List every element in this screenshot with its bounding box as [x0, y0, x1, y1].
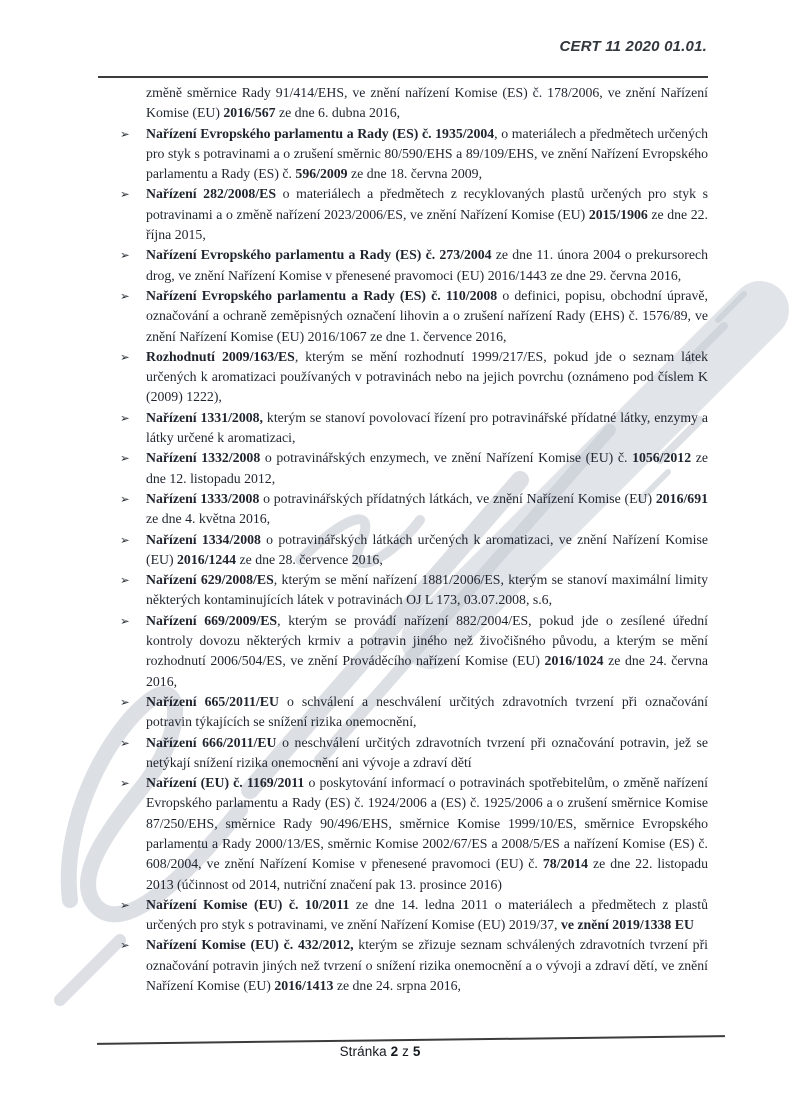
arrow-bullet-icon: ➢	[120, 288, 130, 303]
arrow-bullet-icon: ➢	[120, 897, 130, 912]
list-item: ➢ Nařízení 1332/2008 o potravinářských enzymech, ve znění Nařízení Komise (EU) č. 1056/2012 ze dne 12. listopadu 2012,	[120, 450, 708, 486]
arrow-bullet-icon: ➢	[120, 451, 130, 466]
arrow-bullet-icon: ➢	[120, 694, 130, 709]
page-number: Stránka 2 z 5	[339, 1044, 421, 1059]
header-rule	[98, 76, 708, 78]
list-item: ➢ Nařízení 282/2008/ES o materiálech a předmětech z recyklovaných plastů určených pro styk s potravinami a o změně nařízení 2023/2006/ES, ve znění Nařízení Komise (EU) 2015/1906 ze dne 22. října 2015,	[120, 186, 709, 243]
arrow-bullet-icon: ➢	[120, 573, 130, 588]
arrow-bullet-icon: ➢	[120, 776, 130, 791]
arrow-bullet-icon: ➢	[120, 532, 130, 547]
arrow-bullet-icon: ➢	[120, 491, 130, 506]
list-item: ➢ Nařízení 1334/2008 o potravinářských látkách určených k aromatizaci, ve znění Nařízení Komise (EU) 2016/1244 ze dne 28. července 2016,	[120, 531, 708, 567]
continuation-paragraph: změně směrnice Rady 91/414/EHS, ve znění nařízení Komise (ES) č. 178/2006, ve znění Nařízení Komise (EU) 2016/567 ze dne 6. dubna 2016,	[146, 85, 708, 121]
list-item: ➢ Nařízení 629/2008/ES, kterým se mění nařízení 1881/2006/ES, kterým se stanoví maximální limity některých kontaminujících látek v potravinách OJ L 173, 03.07.2008, s.6,	[120, 572, 708, 608]
arrow-bullet-icon: ➢	[120, 410, 130, 425]
arrow-bullet-icon: ➢	[120, 349, 130, 364]
list-item: ➢ Nařízení (EU) č. 1169/2011 o poskytování informací o potravinách spotřebitelům, o změně nařízení Evropského parlamentu a Rady (ES) č. 1924/2006 a (ES) č. 1925/2006 a o zrušení směrnice Komise 87/250/EHS, směrnice Rady 90/496/EHS, směrnice Komise 1999/10/ES, směrnice Evropského parlamentu a Rady 2000/13/ES, směrnic Komise 2002/67/ES a 2008/5/ES a nařízení Komise (ES) č. 608/2004, ve znění Nařízení Komise v přenesené pravomoci (EU) č. 78/2014 ze dne 22. listopadu 2013 (účinnost od 2014, nutriční značení pak 13. prosince 2016)	[120, 775, 708, 892]
list-item: ➢ Nařízení 1331/2008, kterým se stanoví povolovací řízení pro potravinářské přídatné látky, enzymy a látky určené k aromatizaci,	[120, 409, 708, 446]
arrow-bullet-icon: ➢	[120, 735, 130, 750]
arrow-bullet-icon: ➢	[120, 187, 130, 202]
list-item: ➢ Nařízení Komise (EU) č. 432/2012, kterým se zřizuje seznam schválených zdravotních tvrzení při označování potravin jiných než tvrzení o snížení rizika onemocnění a o vývoji a zdraví dětí, ve znění Nařízení Komise (EU) 2016/1413 ze dne 24. srpna 2016,	[120, 937, 708, 994]
list-item: ➢ Nařízení 1333/2008 o potravinářských přídatných látkách, ve znění Nařízení Komise (EU) 2016/691 ze dne 4. května 2016,	[120, 490, 708, 527]
arrow-bullet-icon: ➢	[120, 938, 130, 953]
regulation-list	[98, 83, 708, 996]
list-item: ➢ Nařízení Evropského parlamentu a Rady (ES) č. 1935/2004, o materiálech a předmětech určených pro styk s potravinami a o zrušení směrnic 80/590/EHS a 89/109/EHS, ve znění Nařízení Evropského parlamentu a Rady (ES) č. 596/2009 ze dne 18. června 2009,	[120, 125, 708, 182]
list-item: ➢ Nařízení 665/2011/EU o schválení a neschválení určitých zdravotních tvrzení při označování potravin týkajících se snížení rizika onemocnění,	[120, 693, 708, 730]
list-item: ➢ Nařízení 669/2009/ES, kterým se provádí nařízení 882/2004/ES, pokud jde o zesílené úřední kontroly dovozu některých krmiv a potravin jiného než živočišného původu, a kterým se mění rozhodnutí 2006/504/ES, ve znění Prováděcího nařízení Komise (EU) 2016/1024 ze dne 24. června 2016,	[120, 612, 708, 689]
arrow-bullet-icon: ➢	[120, 613, 130, 628]
arrow-bullet-icon: ➢	[120, 126, 130, 141]
list-item: ➢ Rozhodnutí 2009/163/ES, kterým se mění rozhodnutí 1999/217/ES, pokud jde o seznam látek určených k aromatizaci používaných v potravinách nebo na jejich povrchu (oznámeno pod číslem K (2009) 1222),	[120, 348, 708, 405]
doc-code: CERT 11 2020 01.01.	[559, 38, 707, 55]
list-item: ➢ Nařízení Evropského parlamentu a Rady (ES) č. 110/2008 o definici, popisu, obchodní úpravě, označování a ochraně zeměpisných označení lihovin a o zrušení nařízení Rady (EHS) č. 1576/89, ve znění Nařízení Komise (EU) 2016/1067 ze dne 1. července 2016,	[120, 287, 708, 344]
arrow-bullet-icon: ➢	[120, 248, 130, 263]
list-item: ➢ Nařízení 666/2011/EU o neschválení určitých zdravotních tvrzení při označování potravin, jež se netýkají snížení rizika onemocnění ani vývoje a zdraví dětí	[120, 734, 709, 770]
list-item: ➢ Nařízení Komise (EU) č. 10/2011 ze dne 14. ledna 2011 o materiálech a předmětech z plastů určených pro styk s potravinami, ve znění Nařízení Komise (EU) 2019/37, ve znění 2019/1338 EU	[120, 896, 708, 933]
list-item: ➢ Nařízení Evropského parlamentu a Rady (ES) č. 273/2004 ze dne 11. února 2004 o prekursorech drog, ve znění Nařízení Komise v přenesené pravomoci (EU) 2016/1443 ze dne 29. června 2016,	[120, 247, 708, 283]
